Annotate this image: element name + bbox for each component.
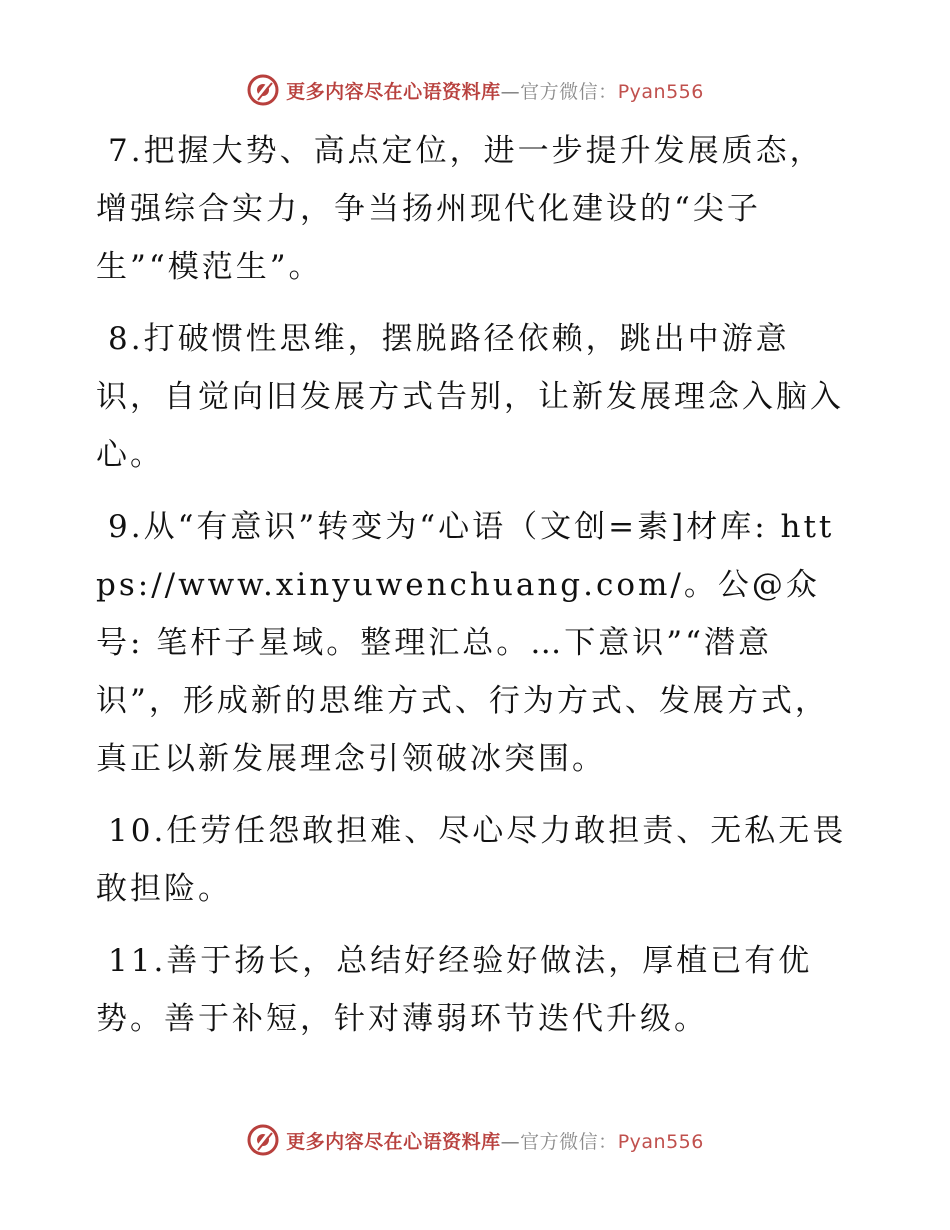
- header-banner-separator: —: [500, 80, 521, 103]
- footer-banner-separator: —: [500, 1130, 521, 1153]
- list-item-7: 7.把握大势、高点定位，进一步提升发展质态，增强综合实力，争当扬州现代化建设的“尖子生”“模范生”。: [96, 133, 824, 285]
- list-item-11: 11.善于扬长，总结好经验好做法，厚植已有优势。善于补短，针对薄弱环节迭代升级。: [96, 943, 813, 1037]
- footer-banner-text: [286, 1127, 704, 1154]
- list-item-10: 10.任劳任怨敢担难、尽心尽力敢担责、无私无畏敢担险。: [96, 813, 847, 907]
- xinyu-logo-icon: [246, 1123, 280, 1157]
- header-banner: [0, 70, 950, 110]
- footer-banner-main: 更多内容尽在心语资料库: [286, 1130, 501, 1153]
- list-item-9: 9.从“有意识”转变为“心语（文创=素]材库: https://www.xinyuwenchuang.com/。公@众号: 笔杆子星域。整理汇总。…下意识”“潜意识”，形成新的思维方式、行为方式、发展方式，真正以新发展理念引领破冰突围。: [96, 509, 835, 777]
- list-item-8: 8.打破惯性思维，摆脱路径依赖，跳出中游意识，自觉向旧发展方式告别，让新发展理念入脑入心。: [96, 321, 844, 473]
- footer-banner-wechat-label: 官方微信：: [520, 1130, 618, 1153]
- header-banner-wechat-label: 官方微信：: [520, 80, 618, 103]
- header-banner-handle: Pyan556: [617, 80, 704, 103]
- document-body: [96, 122, 856, 1062]
- xinyu-logo-icon: [246, 73, 280, 107]
- footer-banner-handle: Pyan556: [617, 1130, 704, 1153]
- header-banner-main: 更多内容尽在心语资料库: [286, 80, 501, 103]
- footer-banner: [0, 1120, 950, 1160]
- header-banner-text: [286, 77, 704, 104]
